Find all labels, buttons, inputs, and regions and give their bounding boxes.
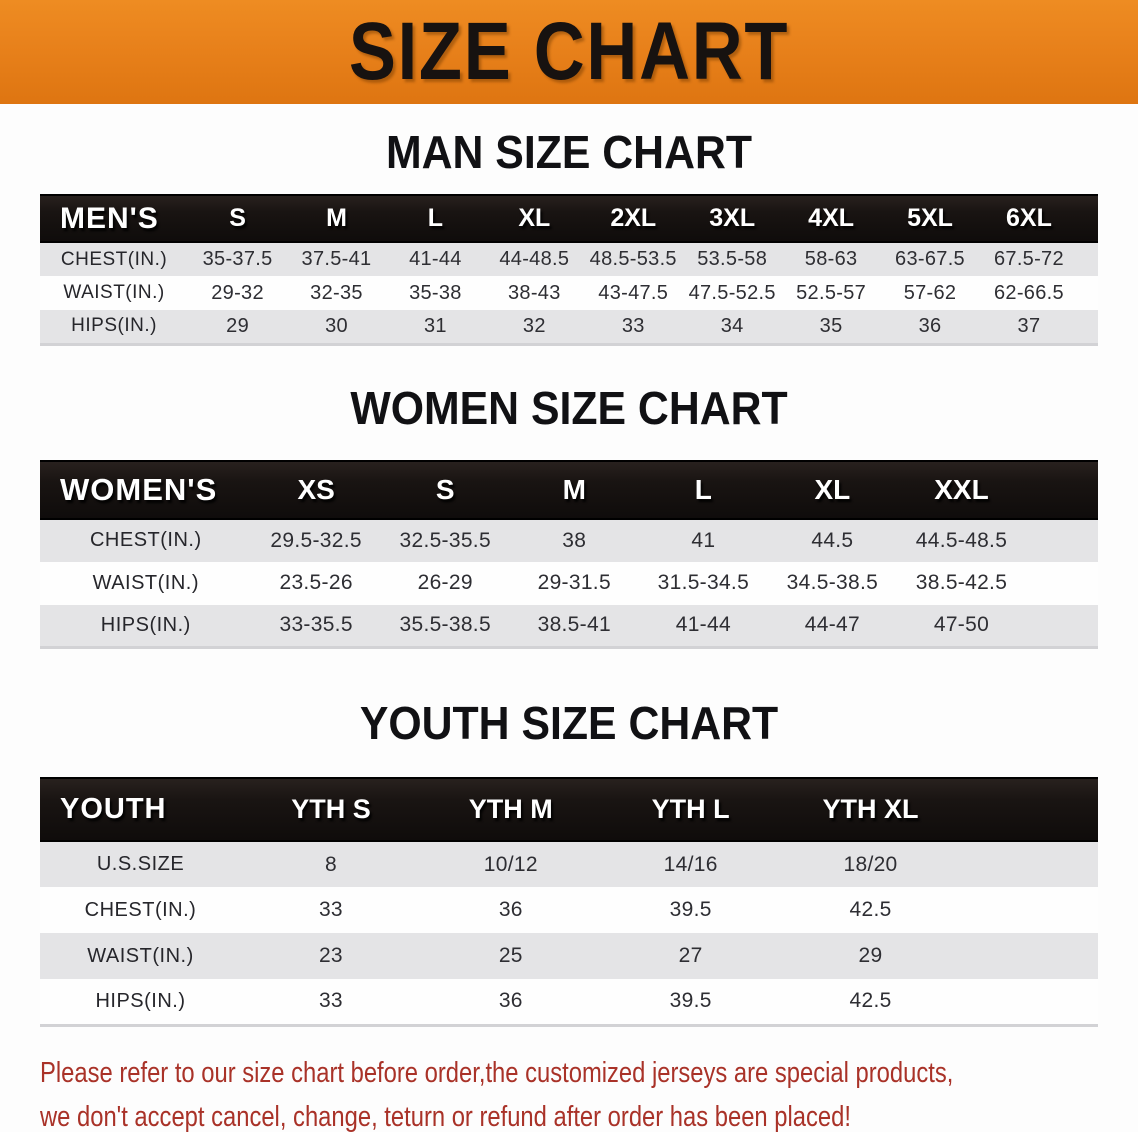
banner-title: SIZE CHART bbox=[348, 6, 790, 97]
youth-table-title: YOUTH bbox=[40, 778, 241, 841]
size-header-row bbox=[40, 461, 1098, 519]
size-value: 67.5-72 bbox=[979, 242, 1078, 276]
size-value: 44-48.5 bbox=[485, 242, 584, 276]
size-value: 47.5-52.5 bbox=[683, 276, 782, 310]
size-column-header: 3XL bbox=[683, 195, 782, 242]
size-column-header: S bbox=[188, 195, 287, 242]
measurement-row bbox=[40, 276, 1098, 310]
size-column-header: YTH M bbox=[421, 778, 601, 841]
size-value: 35-38 bbox=[386, 276, 485, 310]
size-column-header: XS bbox=[252, 461, 381, 519]
row-label: WAIST(IN.) bbox=[40, 562, 252, 605]
size-value: 33 bbox=[584, 310, 683, 344]
row-label: HIPS(IN.) bbox=[40, 979, 241, 1025]
measurement-row bbox=[40, 562, 1098, 605]
size-value: 63-67.5 bbox=[881, 242, 980, 276]
size-value: 34 bbox=[683, 310, 782, 344]
size-value: 44-47 bbox=[768, 605, 897, 648]
size-value: 31.5-34.5 bbox=[639, 562, 768, 605]
row-label: U.S.SIZE bbox=[40, 841, 241, 887]
size-value: 34.5-38.5 bbox=[768, 562, 897, 605]
row-label: CHEST(IN.) bbox=[40, 887, 241, 933]
size-column-header: 6XL bbox=[979, 195, 1078, 242]
size-column-header: XXL bbox=[897, 461, 1026, 519]
measurement-row bbox=[40, 887, 1098, 933]
size-value: 39.5 bbox=[601, 979, 781, 1025]
size-value: 29 bbox=[781, 933, 961, 979]
filler-cell bbox=[1026, 461, 1098, 519]
size-value: 37 bbox=[979, 310, 1078, 344]
size-value: 41-44 bbox=[639, 605, 768, 648]
size-value: 38.5-42.5 bbox=[897, 562, 1026, 605]
size-column-header: YTH S bbox=[241, 778, 421, 841]
disclaimer-line-1: Please refer to our size chart before order,the customized jerseys are special products, bbox=[40, 1056, 954, 1089]
row-label: WAIST(IN.) bbox=[40, 933, 241, 979]
size-value: 44.5 bbox=[768, 519, 897, 562]
size-value: 27 bbox=[601, 933, 781, 979]
women-size-table bbox=[40, 460, 1098, 650]
disclaimer-note bbox=[40, 1051, 1098, 1132]
size-value: 52.5-57 bbox=[782, 276, 881, 310]
size-value: 57-62 bbox=[881, 276, 980, 310]
measurement-row bbox=[40, 841, 1098, 887]
size-chart-section bbox=[0, 382, 1138, 650]
size-chart-banner bbox=[0, 0, 1138, 104]
size-value: 39.5 bbox=[601, 887, 781, 933]
size-header-row bbox=[40, 778, 1098, 841]
measurement-row bbox=[40, 979, 1098, 1025]
size-value: 31 bbox=[386, 310, 485, 344]
size-value: 26-29 bbox=[381, 562, 510, 605]
disclaimer-line-2: we don't accept cancel, change, teturn or refund after order has been placed! bbox=[40, 1100, 851, 1132]
size-value: 33 bbox=[241, 979, 421, 1025]
measurement-row bbox=[40, 933, 1098, 979]
size-value: 30 bbox=[287, 310, 386, 344]
size-value: 58-63 bbox=[782, 242, 881, 276]
size-value: 33 bbox=[241, 887, 421, 933]
measurement-row bbox=[40, 310, 1098, 344]
men-size-chart-heading: MAN SIZE CHART bbox=[385, 126, 752, 178]
row-label: WAIST(IN.) bbox=[40, 276, 188, 310]
size-value: 32.5-35.5 bbox=[381, 519, 510, 562]
size-value: 35-37.5 bbox=[188, 242, 287, 276]
size-value: 23.5-26 bbox=[252, 562, 381, 605]
size-value: 38 bbox=[510, 519, 639, 562]
size-value: 23 bbox=[241, 933, 421, 979]
filler-cell bbox=[1078, 195, 1098, 242]
size-value: 36 bbox=[421, 887, 601, 933]
women-size-chart-heading: WOMEN SIZE CHART bbox=[350, 381, 788, 434]
filler-cell bbox=[1078, 310, 1098, 344]
size-value: 43-47.5 bbox=[584, 276, 683, 310]
size-chart-sections bbox=[0, 126, 1138, 1027]
size-value: 37.5-41 bbox=[287, 242, 386, 276]
size-value: 42.5 bbox=[781, 979, 961, 1025]
size-column-header: L bbox=[386, 195, 485, 242]
filler-cell bbox=[1026, 605, 1098, 648]
row-label: CHEST(IN.) bbox=[40, 519, 252, 562]
size-value: 35 bbox=[782, 310, 881, 344]
row-label: HIPS(IN.) bbox=[40, 605, 252, 648]
men-size-table bbox=[40, 194, 1098, 346]
size-chart-section bbox=[0, 126, 1138, 346]
size-column-header: M bbox=[287, 195, 386, 242]
size-column-header: YTH XL bbox=[781, 778, 961, 841]
size-value: 8 bbox=[241, 841, 421, 887]
size-value: 38.5-41 bbox=[510, 605, 639, 648]
size-value: 33-35.5 bbox=[252, 605, 381, 648]
size-value: 32 bbox=[485, 310, 584, 344]
size-value: 18/20 bbox=[781, 841, 961, 887]
filler-cell bbox=[960, 933, 1098, 979]
filler-cell bbox=[960, 979, 1098, 1025]
size-column-header: 2XL bbox=[584, 195, 683, 242]
size-column-header: L bbox=[639, 461, 768, 519]
size-column-header: YTH L bbox=[601, 778, 781, 841]
size-column-header: 4XL bbox=[782, 195, 881, 242]
size-value: 25 bbox=[421, 933, 601, 979]
size-value: 32-35 bbox=[287, 276, 386, 310]
size-value: 48.5-53.5 bbox=[584, 242, 683, 276]
measurement-row bbox=[40, 242, 1098, 276]
size-value: 14/16 bbox=[601, 841, 781, 887]
filler-cell bbox=[960, 778, 1098, 841]
youth-size-chart-heading: YOUTH SIZE CHART bbox=[359, 697, 779, 749]
women-table-title: WOMEN'S bbox=[40, 461, 252, 519]
size-column-header: XL bbox=[485, 195, 584, 242]
size-value: 10/12 bbox=[421, 841, 601, 887]
row-label: CHEST(IN.) bbox=[40, 242, 188, 276]
size-value: 29 bbox=[188, 310, 287, 344]
size-value: 38-43 bbox=[485, 276, 584, 310]
size-chart-section bbox=[0, 697, 1138, 1027]
size-value: 53.5-58 bbox=[683, 242, 782, 276]
size-column-header: S bbox=[381, 461, 510, 519]
filler-cell bbox=[1078, 276, 1098, 310]
filler-cell bbox=[1026, 519, 1098, 562]
measurement-row bbox=[40, 605, 1098, 648]
men-table-title: MEN'S bbox=[40, 195, 188, 242]
size-value: 36 bbox=[881, 310, 980, 344]
size-value: 41-44 bbox=[386, 242, 485, 276]
size-value: 36 bbox=[421, 979, 601, 1025]
size-value: 29.5-32.5 bbox=[252, 519, 381, 562]
row-label: HIPS(IN.) bbox=[40, 310, 188, 344]
size-value: 29-31.5 bbox=[510, 562, 639, 605]
size-column-header: 5XL bbox=[881, 195, 980, 242]
size-value: 44.5-48.5 bbox=[897, 519, 1026, 562]
size-column-header: M bbox=[510, 461, 639, 519]
size-value: 35.5-38.5 bbox=[381, 605, 510, 648]
filler-cell bbox=[1026, 562, 1098, 605]
size-value: 29-32 bbox=[188, 276, 287, 310]
size-value: 42.5 bbox=[781, 887, 961, 933]
measurement-row bbox=[40, 519, 1098, 562]
filler-cell bbox=[960, 841, 1098, 887]
youth-size-table bbox=[40, 777, 1098, 1027]
size-value: 41 bbox=[639, 519, 768, 562]
size-header-row bbox=[40, 195, 1098, 242]
size-value: 62-66.5 bbox=[979, 276, 1078, 310]
filler-cell bbox=[960, 887, 1098, 933]
filler-cell bbox=[1078, 242, 1098, 276]
size-value: 47-50 bbox=[897, 605, 1026, 648]
size-column-header: XL bbox=[768, 461, 897, 519]
